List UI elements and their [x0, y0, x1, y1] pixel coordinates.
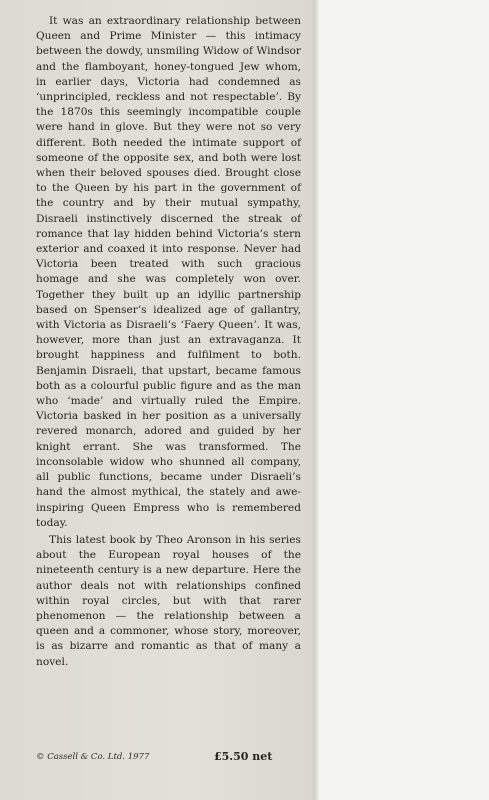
jacket-edge-shadow	[313, 0, 319, 800]
price-label: £5.50 net	[214, 750, 273, 763]
blurb-text	[36, 14, 301, 670]
blurb-paragraph-2: This latest book by Theo Aronson in his series about the European royal houses of the nineteenth century is a new departure. Here the author deals not with relationships confined within royal circles, but with that rarer phenomenon — the relationship between a queen and a commoner, whose story, moreover, is as bizarre and romantic as that of many a novel.	[36, 533, 301, 668]
copyright-notice: © Cassell & Co. Ltd. 1977	[36, 752, 150, 762]
blurb-paragraph-1: It was an extraordinary relationship between Queen and Prime Minister — this intimacy between the dowdy, unsmiling Widow of Windsor and the flamboyant, honey-tongued Jew whom, in earlier days, Victoria had condemned as ‘unprincipled, reckless and not respectable’. By the 1870s this seemingly incompatible couple were hand in glove. But they were not so very different. Both needed the intimate support of someone of the opposite sex, and both were lost when their beloved spouses died. Brought close to the Queen by his part in the government of the country and by their mutual sympathy, Disraeli instinctively discerned the streak of romance that lay hidden behind Victoria’s stern exterior and coaxed it into response. Never had Victoria been treated with such gracious homage and she was completely won over. Together they built up an idyllic partnership based on Spenser’s idealized age of gallantry, with Victoria as Disraeli’s ‘Faery Queen’. It was, however, more than just an extravaganza. It brought happiness and fulfilment to both. Benjamin Disraeli, that upstart, became famous both as a colourful public figure and as the man who ‘made’ and virtually ruled the Empire. Victoria basked in her position as a universally revered monarch, adored and guided by her knight errant. She was transformed. The inconsolable widow who shunned all company, all public functions, became under Disraeli’s hand the almost mythical, the stately and awe-inspiring Queen Empress who is remembered today.	[36, 15, 301, 529]
